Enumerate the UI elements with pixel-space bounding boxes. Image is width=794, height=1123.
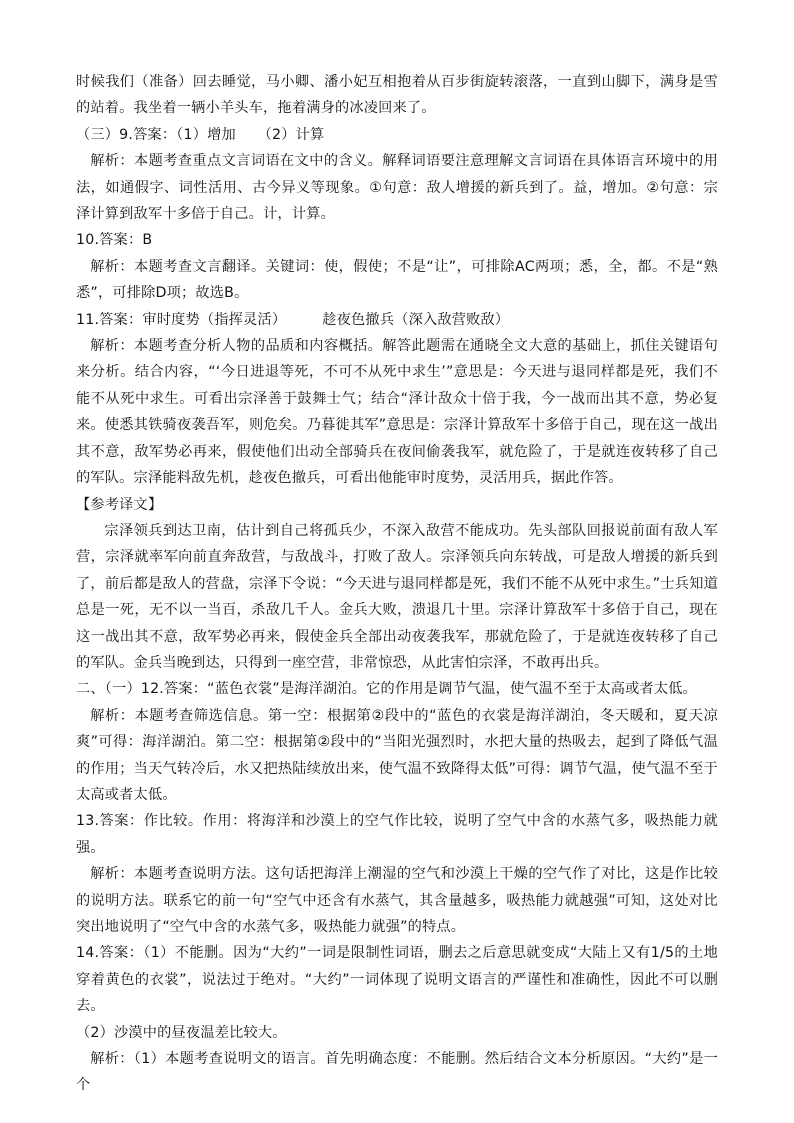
answer-10: 10.答案：B [76,232,153,249]
answer-13: 13.答案：作比较。作用：将海洋和沙漠上的空气作比较，说明了空气中含的水蒸气多，吸热能力就强。 [76,813,718,856]
analysis-11: 解析：本题考查分析人物的品质和内容概括。解答此题需在通晓全文大意的基础上，抓住关键语句来分析。结合内容，“‘今日进退等死，不可不从死中求生’”意思是：今天进与退同样都是死，我们不能不从死中求生。可看出宗泽善于鼓舞士气；结合“泽计敌众十倍于我，今一战而出其不意，势必复来。使悉其铁骑夜袭吾军，则危矣。乃暮徙其军”意思是：宗泽计算敌军十多倍于自己，现在这一战出其不意，敌军势必再来，假使他们出动全部骑兵在夜间偷袭我军，就危险了，于是就连夜转移了自己的军队。宗泽能料敌先机，趁夜色撤兵，可看出他能审时度势，灵活用兵，据此作答。 [76,338,718,487]
analysis-14: 解析：（1）本题考查说明文的语言。首先明确态度：不能删。然后结合文本分析原因。“大约”是一个 [76,1051,718,1094]
answer-9: （三）9.答案：（1）增加 （2）计算 [76,126,325,143]
answer-12: 二、（一）12.答案：“蓝色衣裳”是海洋湖泊。它的作用是调节气温，使气温不至于太高或者太低。 [76,681,698,698]
reference-translation-body: 宗泽领兵到达卫南，估计到自己将孤兵少，不深入敌营不能成功。先头部队回报说前面有敌人军营，宗泽就率军向前直奔敌营，与敌战斗，打败了敌人。宗泽领兵向东转战，可是敌人增援的新兵到了，前后都是敌人的营盘，宗泽下令说：“今天进与退同样都是死，我们不能不从死中求生。”士兵知道总是一死，无不以一当百，杀敌几千人。金兵大败，溃退几十里。宗泽计算敌军十多倍于自己，现在这一战出其不意，敌军势必再来，假使金兵全部出动夜袭我军，那就危险了，于是就连夜转移了自己的军队。金兵当晚到达，只得到一座空营，非常惊恐，从此害怕宗泽，不敢再出兵。 [76,522,718,671]
analysis-9: 解析：本题考查重点文言词语在文中的含义。解释词语要注意理解文言词语在具体语言环境中的用法，如通假字、词性活用、古今异义等现象。①句意：敌人增援的新兵到了。益，增加。②句意：宗泽计算到敌军十多倍于自己。计，计算。 [76,153,718,223]
analysis-12: 解析：本题考查筛选信息。第一空：根据第②段中的“蓝色的衣裳是海洋湖泊，冬天暖和，夏天凉爽”可得：海洋湖泊。第二空：根据第②段中的“当阳光强烈时，水把大量的热吸去，起到了降低气温的作用；当天气转冷后，水又把热陆续放出来，使气温不致降得太低”可得：调节气温，使气温不至于太高或者太低。 [76,707,718,803]
answer-14-part-2: （2）沙漠中的昼夜温差比较大。 [76,1024,287,1041]
reference-translation-heading: 【参考译文】 [76,496,163,513]
analysis-13: 解析：本题考查说明方法。这句话把海洋上潮湿的空气和沙漠上干燥的空气作了对比，这是作比较的说明方法。联系它的前一句“空气中还含有水蒸气，其含量越多，吸热能力就越强”可知，这处对比突出地说明了“空气中含的水蒸气多，吸热能力就强”的特点。 [76,866,718,935]
answer-14-part-1: 14.答案：（1）不能删。因为“大约”一词是限制性词语，删去之后意思就变成“大陆上又有1/5的土地穿着黄色的衣裳”，说法过于绝对。“大约”一词体现了说明文语言的严谨性和准确性，因此不可以删去。 [76,945,718,1015]
answer-11: 11.答案：审时度势（指挥灵活） 趁夜色撤兵（深入敌营败敌） [76,311,510,328]
paragraph-story-ending: 时候我们（准备）回去睡觉，马小卿、潘小妃互相抱着从百步街旋转滚落，一直到山脚下，满身是雪的站着。我坐着一辆小羊头车，拖着满身的冰凌回来了。 [76,74,718,117]
analysis-10: 解析：本题考查文言翻译。关键词：使，假使；不是“让”，可排除AC两项；悉，全，都。不是“熟悉”，可排除D项；故选B。 [76,258,718,302]
